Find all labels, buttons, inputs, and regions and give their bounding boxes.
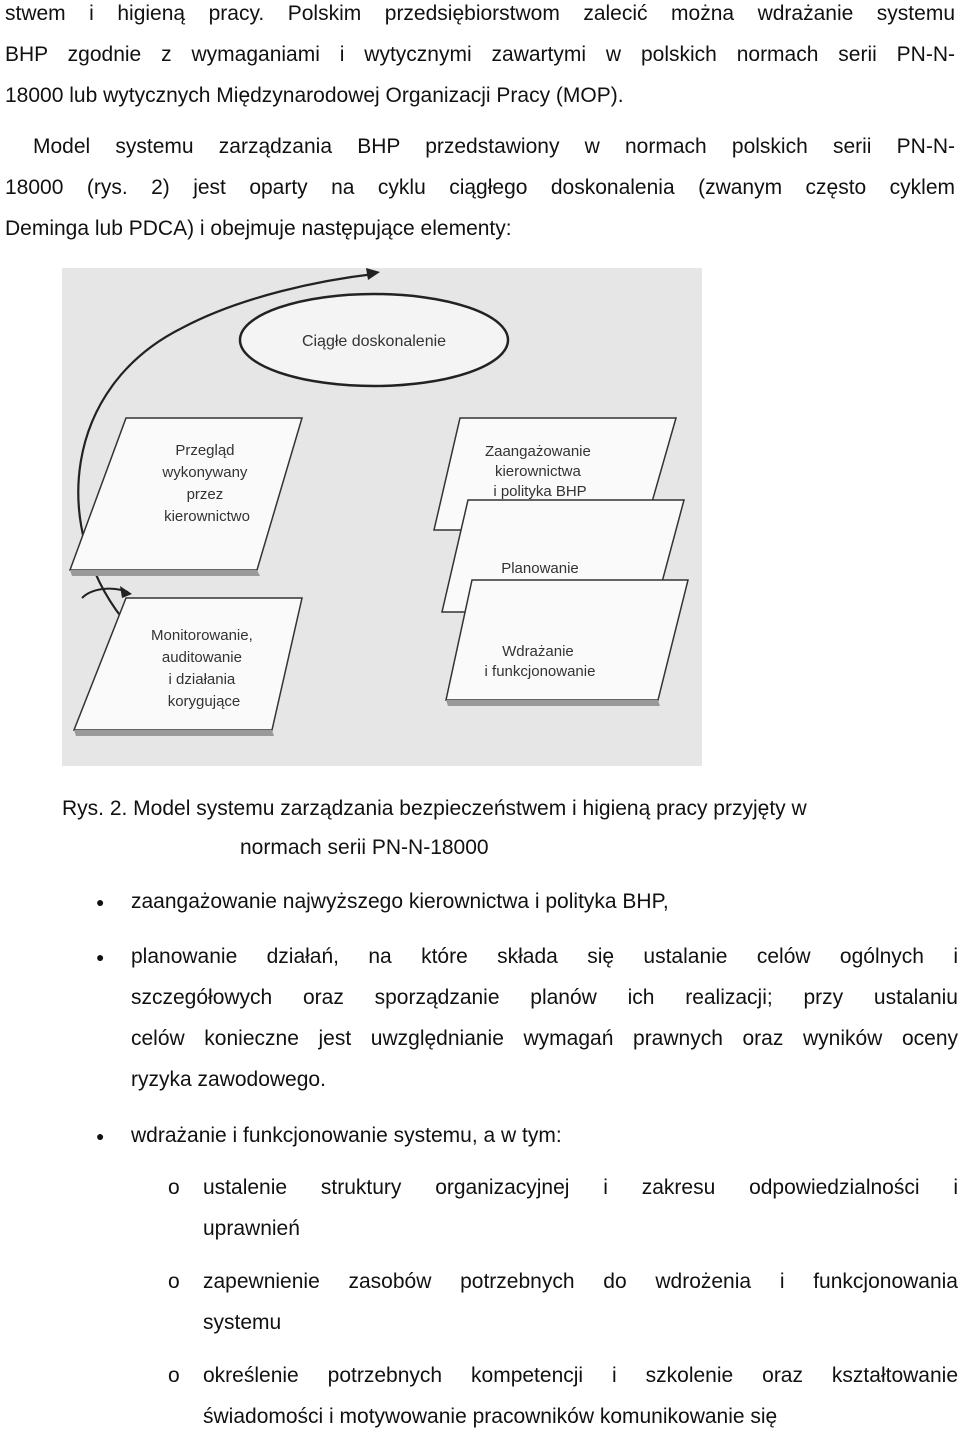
text-line: uprawnień: [203, 1217, 300, 1240]
implementation-plane: [446, 580, 688, 700]
label-line: Wdrażanie: [502, 643, 574, 660]
label-line: Monitorowanie,: [151, 627, 253, 644]
text-line: planowanie działań, na które składa się ustalanie celów ogólnych i: [131, 945, 958, 968]
text-line: ustalenie struktury organizacyjnej i zakresu odpowiedzialności i: [203, 1176, 958, 1199]
bullet-item: [131, 1115, 958, 1156]
label-line: auditowanie: [161, 649, 242, 666]
text-line: wdrażanie i funkcjonowanie systemu, a w tym:: [131, 1124, 562, 1147]
label-line: przez: [186, 486, 224, 503]
label-line: kierownictwo: [164, 508, 250, 525]
label-line: i działania: [168, 671, 236, 688]
sub-bullet-item: [203, 1167, 958, 1249]
text-line: BHP zgodnie z wymaganiami i wytycznymi zawartymi w polskich normach serii PN-N-: [5, 43, 955, 66]
sub-bullet-item: [203, 1355, 958, 1437]
figure-caption-continued: normach serii PN-N-18000: [240, 836, 489, 859]
text-line: Deminga lub PDCA) i obejmuje następujące elementy:: [5, 217, 512, 240]
bullet-icon: ●: [96, 949, 105, 965]
commitment-policy-label: [485, 443, 595, 500]
ellipse-label: Ciągłe doskonalenie: [301, 333, 447, 350]
planning-label: Planowanie: [501, 560, 579, 577]
label-line: i funkcjonowanie: [484, 663, 596, 680]
label-line: kierownictwa: [494, 463, 581, 480]
model-paragraph: [5, 126, 955, 249]
label-line: Przegląd: [175, 442, 235, 459]
text-line: stwem i higieną pracy. Polskim przedsiębiorstwom zalecić można wdrażanie systemu: [5, 2, 955, 25]
text-line: określenie potrzebnych kompetencji i szkolenie oraz kształtowanie: [203, 1364, 958, 1387]
text-line: 18000 lub wytycznych Międzynarodowej Organizacji Pracy (MOP).: [5, 84, 624, 107]
plane-shadow: [74, 730, 274, 736]
text-line: systemu: [203, 1311, 282, 1334]
plane-shadow: [70, 570, 260, 576]
label-line: korygujące: [167, 693, 241, 710]
bullet-icon: ●: [96, 894, 105, 910]
sub-bullet-marker: o: [168, 1364, 180, 1387]
text-line: celów konieczne jest uwzględnianie wymagań prawnych oraz wyników oceny: [131, 1027, 958, 1050]
plane-shadow: [446, 700, 660, 706]
text-line: ryzyka zawodowego.: [131, 1068, 326, 1091]
label-line: Zaangażowanie: [484, 443, 591, 460]
text-line: [5, 126, 955, 167]
sub-bullet-item: [203, 1261, 958, 1343]
label-line: wykonywany: [162, 464, 248, 481]
bullet-item: [131, 881, 958, 922]
text-line: zaangażowanie najwyższego kierownictwa i polityka BHP,: [131, 890, 669, 913]
bullet-icon: ●: [96, 1128, 105, 1144]
text-line: szczegółowych oraz sporządzanie planów ich realizacji; przy ustalaniu: [131, 986, 958, 1009]
text-line: 18000 (rys. 2) jest oparty na cyklu ciągłego doskonalenia (zwanym często cyklem: [5, 176, 955, 199]
text-line-content: Model systemu zarządzania BHP przedstawiony w normach polskich serii PN-N-: [33, 135, 955, 158]
text-line: zapewnienie zasobów potrzebnych do wdrożenia i funkcjonowania: [203, 1270, 958, 1293]
pdca-diagram: [62, 268, 702, 766]
sub-bullet-marker: o: [168, 1176, 180, 1199]
text-line: świadomości i motywowanie pracowników komunikowanie się: [203, 1405, 778, 1428]
intro-paragraph: [5, 0, 955, 116]
figure-caption: Rys. 2. Model systemu zarządzania bezpieczeństwem i higieną pracy przyjęty w: [62, 797, 807, 820]
sub-bullet-marker: o: [168, 1270, 180, 1293]
diagram-svg: [62, 268, 702, 766]
bullet-item: [131, 936, 958, 1100]
label-line: i polityka BHP: [493, 483, 587, 500]
